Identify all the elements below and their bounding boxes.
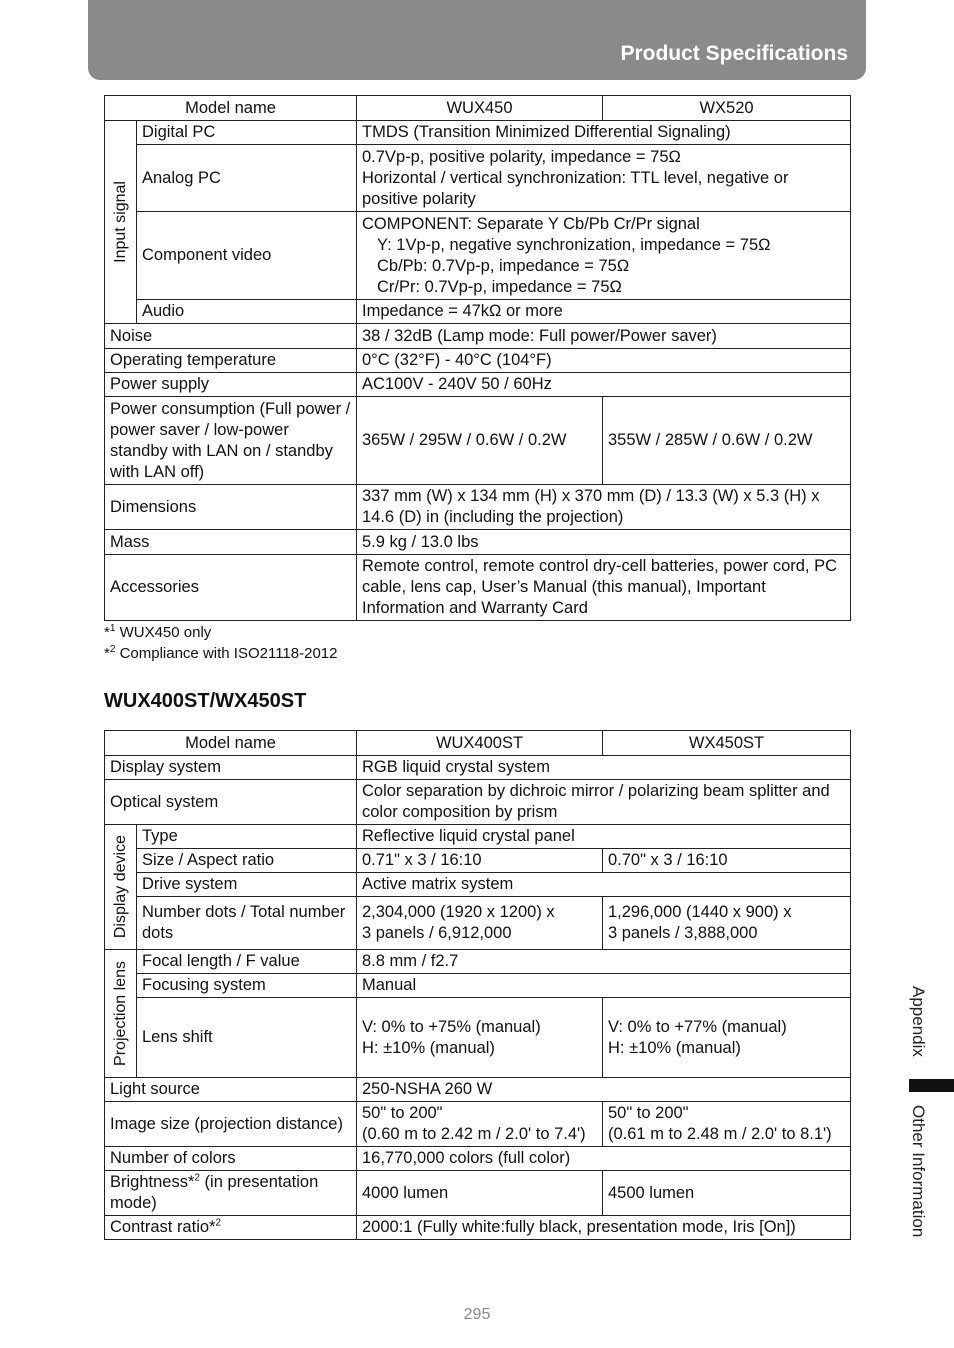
header-wux400st: WUX400ST — [357, 731, 603, 756]
table-row — [105, 300, 851, 324]
row-value-wx450st: 4500 lumen — [603, 1171, 851, 1216]
row-value-wux400st: 0.71" x 3 / 16:10 — [357, 849, 603, 873]
footnote-ref: 2 — [194, 1172, 200, 1184]
row-label: Analog PC — [137, 145, 357, 212]
table-row — [105, 397, 851, 485]
table-row — [105, 530, 851, 555]
row-label — [105, 1216, 357, 1240]
row-label: Number dots / Total number dots — [137, 897, 357, 950]
table-row — [105, 121, 851, 145]
group-label: Input signal — [112, 181, 129, 263]
row-label: Focusing system — [137, 974, 357, 998]
header-wux450: WUX450 — [357, 96, 603, 121]
row-value: 250-NSHA 260 W — [357, 1078, 851, 1102]
footnote — [104, 643, 337, 664]
row-label: Focal length / F value — [137, 950, 357, 974]
value-line: 3 panels / 6,912,000 — [362, 924, 512, 942]
row-label: Drive system — [137, 873, 357, 897]
page-title: Product Specifications — [620, 42, 848, 65]
header-bar — [88, 0, 866, 80]
value-line: 2,304,000 (1920 x 1200) x — [362, 903, 555, 921]
spec-table-wux400st-wx450st — [104, 730, 851, 1240]
row-value: Active matrix system — [357, 873, 851, 897]
footnotes — [104, 622, 337, 664]
row-value-wux400st — [357, 897, 603, 950]
table-row — [105, 145, 851, 212]
table-row — [105, 825, 851, 849]
table-row — [105, 349, 851, 373]
row-value-wx450st: 0.70" x 3 / 16:10 — [603, 849, 851, 873]
value-line: 50" to 200" — [362, 1104, 443, 1122]
value-line: V: 0% to +77% (manual) — [608, 1017, 787, 1036]
table-row — [105, 1216, 851, 1240]
row-value: 5.9 kg / 13.0 lbs — [357, 530, 851, 555]
row-value: 2000:1 (Fully white:fully black, presentation mode, Iris [On]) — [357, 1216, 851, 1240]
row-label: Accessories — [105, 555, 357, 621]
value-line: COMPONENT: Separate Y Cb/Pb Cr/Pr signal — [362, 214, 700, 233]
table-row — [105, 950, 851, 974]
row-label: Dimensions — [105, 485, 357, 530]
spec-table-wux450-wx520 — [104, 95, 851, 621]
table-row — [105, 849, 851, 873]
value-line: Cb/Pb: 0.7Vp-p, impedance = 75Ω — [377, 256, 630, 275]
value-line: Y: 1Vp-p, negative synchronization, impedance = 75Ω — [377, 235, 771, 254]
page-number: 295 — [463, 1306, 491, 1323]
table-row — [105, 998, 851, 1078]
group-label: Projection lens — [112, 961, 129, 1066]
row-value: 8.8 mm / f2.7 — [357, 950, 851, 974]
row-label: Power supply — [105, 373, 357, 397]
row-value: 16,770,000 colors (full color) — [357, 1147, 851, 1171]
section-title: WUX400ST/WX450ST — [104, 690, 307, 712]
row-label: Number of colors — [105, 1147, 357, 1171]
table-row — [105, 873, 851, 897]
table-header-row — [105, 96, 851, 121]
row-label: Mass — [105, 530, 357, 555]
row-value: RGB liquid crystal system — [357, 756, 851, 780]
table-row — [105, 780, 851, 825]
row-value: 337 mm (W) x 134 mm (H) x 370 mm (D) / 13.3 (W) x 5.3 (H) x 14.6 (D) in (including the projection) — [357, 485, 851, 530]
footnote-text: Compliance with ISO21118-2012 — [115, 645, 338, 662]
side-tab-other-information[interactable]: Other Information — [909, 1105, 928, 1238]
header-model-name: Model name — [105, 731, 357, 756]
row-value-wx450st — [603, 998, 851, 1078]
footnote-ref: 2 — [215, 1217, 222, 1229]
row-value: Manual — [357, 974, 851, 998]
row-label: Noise — [105, 324, 357, 349]
label-text: Contrast ratio* — [110, 1218, 216, 1236]
row-label: Power consumption (Full power / power saver / low-power standby with LAN on / standby with LAN off) — [105, 397, 357, 485]
row-value: 0°C (32°F) - 40°C (104°F) — [357, 349, 851, 373]
table-row — [105, 555, 851, 621]
header-model-name: Model name — [105, 96, 357, 121]
row-value: Color separation by dichroic mirror / polarizing beam splitter and color composition by prism — [357, 780, 851, 825]
header-wx520: WX520 — [603, 96, 851, 121]
table-row — [105, 756, 851, 780]
row-label: Operating temperature — [105, 349, 357, 373]
label-text: (in presentation mode) — [110, 1173, 319, 1212]
table-row — [105, 373, 851, 397]
label-text: Brightness* — [110, 1173, 195, 1191]
row-value-wux450: 365W / 295W / 0.6W / 0.2W — [357, 397, 603, 485]
row-value — [357, 145, 851, 212]
table-row — [105, 1147, 851, 1171]
side-tab-appendix[interactable]: Appendix — [909, 986, 928, 1057]
table-row — [105, 485, 851, 530]
footnote-text: WUX450 only — [115, 624, 212, 641]
table-row — [105, 324, 851, 349]
table-row — [105, 1171, 851, 1216]
table-row — [105, 897, 851, 950]
row-label: Optical system — [105, 780, 357, 825]
value-line: 50" to 200" — [608, 1104, 689, 1122]
group-projection-lens — [105, 950, 137, 1078]
footnote-mark: * — [104, 624, 110, 641]
row-value: Impedance = 47kΩ or more — [357, 300, 851, 324]
value-line: H: ±10% (manual) — [608, 1038, 741, 1057]
row-value-wux400st — [357, 1102, 603, 1147]
row-value-wx450st — [603, 1102, 851, 1147]
table-row — [105, 974, 851, 998]
table-header-row — [105, 731, 851, 756]
footnote-number: 2 — [109, 644, 116, 655]
value-line: (0.60 m to 2.42 m / 2.0' to 7.4') — [362, 1125, 586, 1143]
row-value: TMDS (Transition Minimized Differential Signaling) — [357, 121, 851, 145]
footnote-number: 1 — [109, 623, 116, 634]
row-label: Display system — [105, 756, 357, 780]
row-value-wux400st: 4000 lumen — [357, 1171, 603, 1216]
row-value: Remote control, remote control dry-cell batteries, power cord, PC cable, lens cap, User’s Manual (this manual), Important Information and Warranty Card — [357, 555, 851, 621]
header-wx450st: WX450ST — [603, 731, 851, 756]
table-row — [105, 212, 851, 300]
row-label — [105, 1171, 357, 1216]
row-value-wux400st — [357, 998, 603, 1078]
group-label: Display device — [112, 835, 129, 939]
table-row — [105, 1078, 851, 1102]
row-label: Digital PC — [137, 121, 357, 145]
row-label: Type — [137, 825, 357, 849]
row-value: AC100V - 240V 50 / 60Hz — [357, 373, 851, 397]
footnote-mark: * — [104, 645, 110, 662]
row-value: 38 / 32dB (Lamp mode: Full power/Power saver) — [357, 324, 851, 349]
value-line: V: 0% to +75% (manual) — [362, 1017, 541, 1036]
value-line: Horizontal / vertical synchronization: TTL level, negative or positive polarity — [362, 168, 789, 208]
value-line: 1,296,000 (1440 x 900) x — [608, 903, 792, 921]
group-display-device — [105, 825, 137, 950]
row-value-wx450st — [603, 897, 851, 950]
row-label: Light source — [105, 1078, 357, 1102]
value-line: Cr/Pr: 0.7Vp-p, impedance = 75Ω — [377, 277, 622, 296]
row-label: Audio — [137, 300, 357, 324]
footnote — [104, 622, 337, 643]
side-tab-marker — [909, 1079, 954, 1092]
row-label: Component video — [137, 212, 357, 300]
row-label: Image size (projection distance) — [105, 1102, 357, 1147]
value-line: H: ±10% (manual) — [362, 1038, 495, 1057]
value-line: 0.7Vp-p, positive polarity, impedance = 75Ω — [362, 147, 681, 166]
table-row — [105, 1102, 851, 1147]
row-label: Lens shift — [137, 998, 357, 1078]
value-line: (0.61 m to 2.48 m / 2.0' to 8.1') — [608, 1125, 832, 1143]
row-value-wx520: 355W / 285W / 0.6W / 0.2W — [603, 397, 851, 485]
value-line: 3 panels / 3,888,000 — [608, 924, 758, 942]
row-value — [357, 212, 851, 300]
row-value: Reflective liquid crystal panel — [357, 825, 851, 849]
row-label: Size / Aspect ratio — [137, 849, 357, 873]
group-input-signal — [105, 121, 137, 324]
